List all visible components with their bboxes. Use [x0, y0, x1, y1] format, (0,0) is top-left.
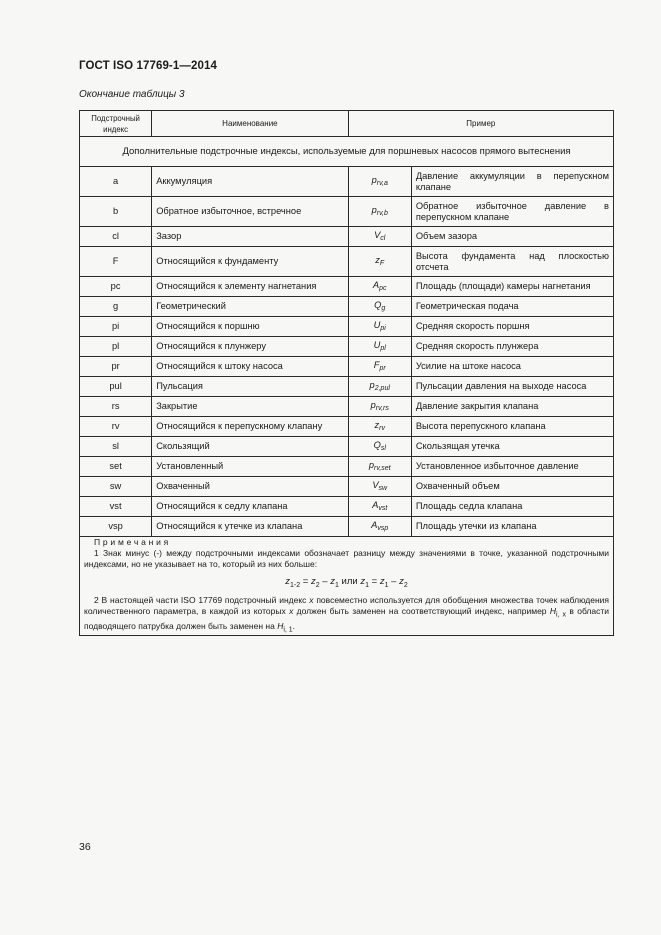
symbol-subscript: pl: [380, 344, 386, 352]
example-text: Площадь (площади) камеры нагнетания: [411, 277, 613, 297]
example-text: Средняя скорость плунжера: [411, 337, 613, 357]
formula-sub: 2: [403, 581, 408, 589]
header-name: Наименование: [152, 111, 348, 137]
formula-or: или: [341, 576, 358, 587]
subscript-name: Относящийся к утечке из клапана: [152, 517, 348, 537]
subscript-name: Относящийся к штоку насоса: [152, 357, 348, 377]
header-example: Пример: [348, 111, 613, 137]
example-symbol: [348, 477, 411, 497]
example-symbol: [348, 297, 411, 317]
table-row: [80, 337, 614, 357]
example-symbol: [348, 317, 411, 337]
note-2-var: H: [277, 620, 284, 631]
symbol-letter: p: [370, 399, 376, 410]
table-row: [80, 197, 614, 227]
table-row: [80, 227, 614, 247]
example-symbol: [348, 247, 411, 277]
symbol-letter: z: [375, 254, 380, 265]
subscript-name: Обратное избыточное, встречное: [152, 197, 348, 227]
example-symbol: [348, 227, 411, 247]
example-symbol: [348, 377, 411, 397]
subscript-index: F: [80, 247, 152, 277]
table-row: [80, 247, 614, 277]
subscript-index: set: [80, 457, 152, 477]
example-symbol: [348, 397, 411, 417]
example-text: Пульсации давления на выходе насоса: [411, 377, 613, 397]
note-2-var: H: [549, 605, 557, 616]
symbol-subscript: pi: [380, 324, 386, 332]
example-symbol: [348, 337, 411, 357]
section-title: Дополнительные подстрочные индексы, используемые для поршневых насосов прямого вытеснения: [80, 137, 614, 167]
formula-z: z: [310, 576, 316, 587]
symbol-subscript: pr: [379, 364, 386, 372]
formula-z: z: [399, 576, 404, 587]
table-row: [80, 417, 614, 437]
subscript-name: Относящийся к перепускному клапану: [152, 417, 348, 437]
symbol-subscript: rv,a: [376, 179, 388, 187]
subscript-index: pr: [80, 357, 152, 377]
table-row: [80, 317, 614, 337]
table-header-row: [80, 111, 614, 137]
note-2-var: x: [309, 594, 314, 605]
example-text: Высота фундамента над плоскостью отсчета: [411, 247, 613, 277]
page-header: ГОСТ ISO 17769-1—2014: [79, 60, 217, 72]
symbol-subscript: sl: [380, 444, 386, 452]
notes-cell: [80, 537, 614, 636]
subscript-index: sw: [80, 477, 152, 497]
table-row: [80, 517, 614, 537]
formula-sub: 1-2: [290, 581, 301, 589]
subscript-name: Относящийся к плунжеру: [152, 337, 348, 357]
table-row: [80, 297, 614, 317]
formula-sub: 1: [384, 581, 389, 589]
subscript-table: [79, 110, 614, 636]
example-text: Средняя скорость поршня: [411, 317, 613, 337]
example-text: Объем зазора: [411, 227, 613, 247]
symbol-letter: p: [371, 204, 377, 215]
subscript-index: pl: [80, 337, 152, 357]
symbol-subscript: rv,rs: [375, 404, 389, 412]
symbol-letter: p: [368, 459, 375, 470]
formula-sub: 1: [334, 581, 339, 589]
subscript-name: Зазор: [152, 227, 348, 247]
header-index: Подстрочный индекс: [80, 111, 152, 137]
example-symbol: [348, 357, 411, 377]
subscript-name: Охваченный: [152, 477, 348, 497]
example-text: Установленное избыточное давление: [411, 457, 613, 477]
symbol-letter: V: [374, 229, 381, 240]
example-text: Высота перепускного клапана: [411, 417, 613, 437]
example-symbol: [348, 457, 411, 477]
symbol-subscript: cl: [380, 234, 386, 242]
symbol-letter: A: [372, 499, 379, 510]
example-text: Геометрическая подача: [411, 297, 613, 317]
example-text: Давление закрытия клапана: [411, 397, 613, 417]
symbol-letter: U: [373, 319, 381, 330]
symbol-letter: V: [372, 479, 379, 490]
example-text: Давление аккумуляции в перепускном клапане: [411, 167, 613, 197]
example-symbol: [348, 197, 411, 227]
subscript-index: rv: [80, 417, 152, 437]
note-2-text: 2 В настоящей части ISO 17769 подстрочный индекс: [94, 594, 310, 605]
subscript-name: Закрытие: [152, 397, 348, 417]
example-symbol: [348, 497, 411, 517]
example-text: Площадь утечки из клапана: [411, 517, 613, 537]
note-1: 1 Знак минус (-) между подстрочными индексами обозначает разницу между значениями в точке, указанной подстрочными индексами, но не указывает на то, который из них больше:: [84, 548, 609, 569]
subscript-name: Относящийся к седлу клапана: [152, 497, 348, 517]
example-symbol: [348, 167, 411, 197]
subscript-index: cl: [80, 227, 152, 247]
formula-z: z: [360, 576, 366, 587]
note-2-text: должен быть заменен на соответствующий индекс, например: [293, 605, 550, 616]
subscript-index: vsp: [80, 517, 152, 537]
subscript-index: rs: [80, 397, 152, 417]
note-2: [84, 595, 609, 635]
symbol-letter: Q: [374, 299, 382, 310]
note-2-text: .: [292, 620, 296, 631]
subscript-name: Геометрический: [152, 297, 348, 317]
subscript-index: pi: [80, 317, 152, 337]
symbol-subscript: rv: [379, 424, 385, 432]
subscript-index: g: [80, 297, 152, 317]
table-row: [80, 437, 614, 457]
subscript-name: Скользящий: [152, 437, 348, 457]
example-symbol: [348, 517, 411, 537]
subscript-name: Пульсация: [152, 377, 348, 397]
note-2-text: в области подводящего патрубка должен быть заменен на: [84, 605, 610, 631]
example-symbol: [348, 437, 411, 457]
notes-title: Примечания: [94, 537, 172, 547]
example-text: Обратное избыточное давление в перепускном клапане: [411, 197, 613, 227]
symbol-letter: F: [373, 359, 380, 370]
symbol-subscript: vsp: [377, 524, 389, 532]
subscript-name: Установленный: [152, 457, 348, 477]
notes-row: [80, 537, 614, 636]
table-row: [80, 477, 614, 497]
example-text: Площадь седла клапана: [411, 497, 613, 517]
symbol-subscript: vst: [378, 504, 388, 512]
symbol-subscript: g: [381, 304, 386, 312]
subscript-index: pc: [80, 277, 152, 297]
note-2-sub: i, 1: [283, 626, 293, 634]
subscript-name: Аккумуляция: [152, 167, 348, 197]
symbol-letter: p: [369, 379, 375, 390]
example-text: Охваченный объем: [411, 477, 613, 497]
table-row: [80, 397, 614, 417]
subscript-name: Относящийся к элементу нагнетания: [152, 277, 348, 297]
table-row: [80, 357, 614, 377]
table-row: [80, 167, 614, 197]
example-text: Усилие на штоке насоса: [411, 357, 613, 377]
subscript-index: a: [80, 167, 152, 197]
formula-eq: =: [371, 576, 378, 587]
subscript-index: vst: [80, 497, 152, 517]
symbol-letter: U: [373, 339, 381, 350]
table-row: [80, 277, 614, 297]
table-row: [80, 497, 614, 517]
formula-minus: –: [322, 576, 328, 587]
symbol-letter: A: [372, 279, 380, 290]
symbol-letter: Q: [373, 439, 381, 450]
symbol-subscript: pc: [379, 284, 387, 292]
note-2-text: повсеместно используется для обобщения множества точек наблюдения количественного параметра, в каждой из которых: [84, 594, 609, 616]
symbol-subscript: rv,set: [374, 464, 391, 472]
formula-sub: 1: [365, 581, 369, 589]
example-text: Скользящая утечка: [411, 437, 613, 457]
formula-z: z: [379, 576, 385, 587]
symbol-letter: z: [374, 419, 380, 430]
subscript-index: sl: [80, 437, 152, 457]
symbol-subscript: 2,pul: [374, 384, 390, 392]
formula-z: z: [330, 576, 335, 587]
note-2-var: x: [289, 605, 294, 616]
formula-z: z: [285, 576, 291, 587]
table-caption: Окончание таблицы 3: [79, 89, 185, 100]
subscript-name: Относящийся к поршню: [152, 317, 348, 337]
symbol-letter: p: [371, 174, 377, 185]
formula-minus: –: [391, 576, 397, 587]
table-row: [80, 457, 614, 477]
note-2-sub: i, x: [556, 611, 566, 619]
subscript-name: Относящийся к фундаменту: [152, 247, 348, 277]
section-row: [80, 137, 614, 167]
subscript-index: pul: [80, 377, 152, 397]
formula-sub: 2: [315, 581, 320, 589]
example-symbol: [348, 277, 411, 297]
example-symbol: [348, 417, 411, 437]
symbol-subscript: rv,b: [376, 209, 388, 217]
page-number: 36: [79, 841, 91, 853]
formula: [84, 576, 609, 591]
symbol-letter: A: [371, 519, 378, 530]
formula-eq: =: [302, 576, 309, 587]
symbol-subscript: F: [379, 259, 385, 267]
table-row: [80, 377, 614, 397]
symbol-subscript: sw: [378, 484, 388, 492]
subscript-index: b: [80, 197, 152, 227]
